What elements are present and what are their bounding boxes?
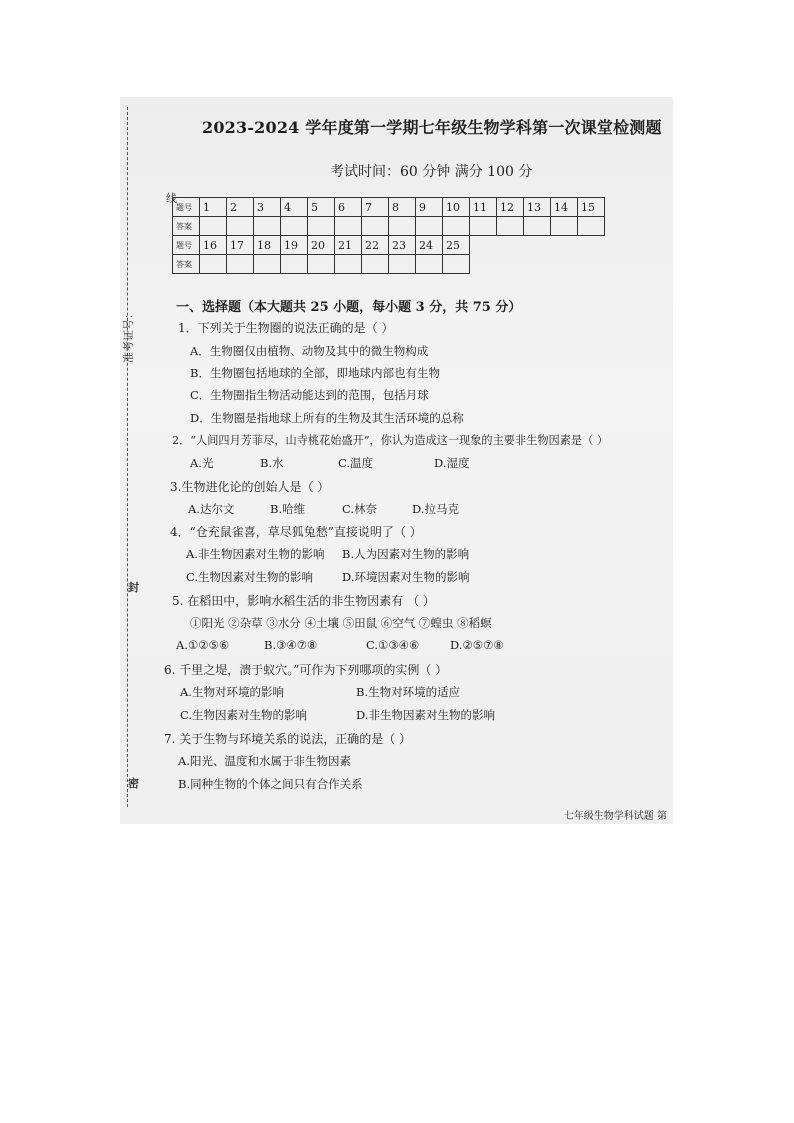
score-num: 5	[308, 198, 335, 217]
answer-cell[interactable]	[551, 217, 578, 236]
margin-label-line: 线	[166, 192, 177, 205]
question-4-stem: 4．“仓充鼠雀喜，草尽狐兔愁”直接说明了（ ）	[170, 525, 422, 539]
question-6-option-c[interactable]: C.生物因素对生物的影响	[180, 708, 308, 722]
answer-cell[interactable]	[578, 217, 605, 236]
question-6-option-a[interactable]: A.生物对环境的影响	[180, 685, 284, 699]
answer-cell[interactable]	[362, 255, 389, 274]
answer-cell[interactable]	[200, 217, 227, 236]
score-num: 18	[254, 236, 281, 255]
margin-label-id: 准考证号：	[122, 308, 135, 363]
margin-label-secret: 密	[128, 777, 139, 790]
question-4-option-b[interactable]: B.人为因素对生物的影响	[342, 547, 470, 561]
question-5-option-d[interactable]: D.②⑤⑦⑧	[450, 638, 504, 652]
answer-cell[interactable]	[524, 217, 551, 236]
question-2-option-d[interactable]: D.湿度	[434, 456, 470, 470]
answer-cell[interactable]	[281, 255, 308, 274]
answer-label: 答案	[173, 255, 200, 274]
answer-cell[interactable]	[497, 217, 524, 236]
score-num: 4	[281, 198, 308, 217]
score-num: 25	[443, 236, 470, 255]
question-5-stem: 5. 在稻田中，影响水稻生活的非生物因素有 （ ）	[172, 594, 435, 608]
answer-cell[interactable]	[200, 255, 227, 274]
question-5-option-b[interactable]: B.③④⑦⑧	[264, 638, 318, 652]
score-num: 11	[470, 198, 497, 217]
table-gap	[524, 255, 551, 274]
exam-paper-photo	[120, 97, 673, 824]
answer-cell[interactable]	[416, 217, 443, 236]
answer-cell[interactable]	[416, 255, 443, 274]
score-num: 16	[200, 236, 227, 255]
table-gap	[551, 255, 578, 274]
score-num: 2	[227, 198, 254, 217]
question-7-option-a[interactable]: A.阳光、温度和水属于非生物因素	[178, 754, 351, 768]
answer-cell[interactable]	[308, 255, 335, 274]
question-2-option-b[interactable]: B.水	[260, 456, 284, 470]
question-6-stem: 6. 千里之堤，溃于蚁穴。”可作为下列哪项的实例（ ）	[164, 663, 448, 677]
table-gap	[578, 236, 605, 255]
answer-cell[interactable]	[227, 255, 254, 274]
question-2-option-c[interactable]: C.温度	[338, 456, 374, 470]
score-label: 题号	[173, 236, 200, 255]
answer-cell[interactable]	[281, 217, 308, 236]
table-gap	[578, 255, 605, 274]
answer-cell[interactable]	[443, 217, 470, 236]
score-num: 19	[281, 236, 308, 255]
table-gap	[551, 236, 578, 255]
answer-cell[interactable]	[254, 255, 281, 274]
question-1-option-d[interactable]: D．生物圈是指地球上所有的生物及其生活环境的总称	[190, 411, 464, 425]
question-4-option-d[interactable]: D.环境因素对生物的影响	[342, 570, 470, 584]
question-3-stem: 3.生物进化论的创始人是（ ）	[170, 480, 330, 494]
question-2-stem: 2．“人间四月芳菲尽，山寺桃花始盛开”，你认为造成这一现象的主要非生物因素是（ ）	[172, 434, 609, 447]
question-5-option-a[interactable]: A.①②⑤⑥	[176, 638, 230, 652]
question-1-option-b[interactable]: B．生物圈包括地球的全部，即地球内部也有生物	[190, 366, 440, 380]
answer-cell[interactable]	[335, 255, 362, 274]
question-4-option-a[interactable]: A.非生物因素对生物的影响	[186, 547, 325, 561]
answer-cell[interactable]	[362, 217, 389, 236]
exam-title: 2023-2024 学年度第一学期七年级生物学科第一次课堂检测题	[202, 118, 662, 137]
question-3-option-a[interactable]: A.达尔文	[188, 502, 235, 516]
page-footer: 七年级生物学科试题 第	[563, 811, 667, 822]
answer-cell[interactable]	[389, 255, 416, 274]
binding-dashed-line	[127, 107, 128, 807]
question-4-option-c[interactable]: C.生物因素对生物的影响	[186, 570, 314, 584]
score-num: 8	[389, 198, 416, 217]
score-num: 1	[200, 198, 227, 217]
question-5-items: ①阳光 ②杂草 ③水分 ④土壤 ⑤田鼠 ⑥空气 ⑦蝗虫 ⑧稻螟	[190, 616, 492, 630]
question-1-stem: 1．下列关于生物圈的说法正确的是（ ）	[178, 321, 394, 335]
score-num: 22	[362, 236, 389, 255]
score-num: 9	[416, 198, 443, 217]
table-gap	[497, 236, 524, 255]
question-3-option-b[interactable]: B.哈维	[270, 502, 306, 516]
score-num: 14	[551, 198, 578, 217]
score-num: 21	[335, 236, 362, 255]
answer-cell[interactable]	[470, 217, 497, 236]
score-num: 3	[254, 198, 281, 217]
score-num: 24	[416, 236, 443, 255]
score-table	[172, 197, 605, 274]
score-num: 15	[578, 198, 605, 217]
table-gap	[497, 255, 524, 274]
exam-subtitle: 考试时间：60 分钟 满分 100 分	[330, 164, 533, 180]
question-7-option-b[interactable]: B.同种生物的个体之间只有合作关系	[178, 777, 363, 791]
answer-label: 答案	[173, 217, 200, 236]
score-num: 10	[443, 198, 470, 217]
score-row-answers-1	[173, 217, 605, 236]
question-2-option-a[interactable]: A.光	[190, 456, 214, 470]
question-3-option-d[interactable]: D.拉马克	[412, 502, 459, 516]
question-6-option-d[interactable]: D.非生物因素对生物的影响	[356, 708, 495, 722]
question-6-option-b[interactable]: B.生物对环境的适应	[356, 685, 461, 699]
margin-label-seal: 封	[128, 581, 139, 594]
answer-cell[interactable]	[308, 217, 335, 236]
score-row-numbers-1	[173, 198, 605, 217]
question-1-option-a[interactable]: A．生物圈仅由植物、动物及其中的微生物构成	[190, 344, 429, 358]
score-row-answers-2	[173, 255, 605, 274]
score-num: 17	[227, 236, 254, 255]
score-num: 7	[362, 198, 389, 217]
table-gap	[470, 236, 497, 255]
answer-cell[interactable]	[443, 255, 470, 274]
answer-cell[interactable]	[389, 217, 416, 236]
table-gap	[470, 255, 497, 274]
section-heading: 一、选择题（本大题共 25 小题，每小题 3 分，共 75 分）	[176, 300, 522, 315]
question-1-option-c[interactable]: C．生物圈指生物活动能达到的范围，包括月球	[190, 388, 429, 402]
score-num: 23	[389, 236, 416, 255]
score-row-numbers-2	[173, 236, 605, 255]
score-num: 6	[335, 198, 362, 217]
score-label: 题号	[173, 198, 200, 217]
answer-cell[interactable]	[254, 217, 281, 236]
score-num: 12	[497, 198, 524, 217]
score-num: 13	[524, 198, 551, 217]
answer-cell[interactable]	[335, 217, 362, 236]
question-5-option-c[interactable]: C.①③④⑥	[366, 638, 420, 652]
answer-cell[interactable]	[227, 217, 254, 236]
table-gap	[524, 236, 551, 255]
question-3-option-c[interactable]: C.林奈	[342, 502, 378, 516]
question-7-stem: 7. 关于生物与环境关系的说法，正确的是（ ）	[164, 732, 412, 746]
score-num: 20	[308, 236, 335, 255]
